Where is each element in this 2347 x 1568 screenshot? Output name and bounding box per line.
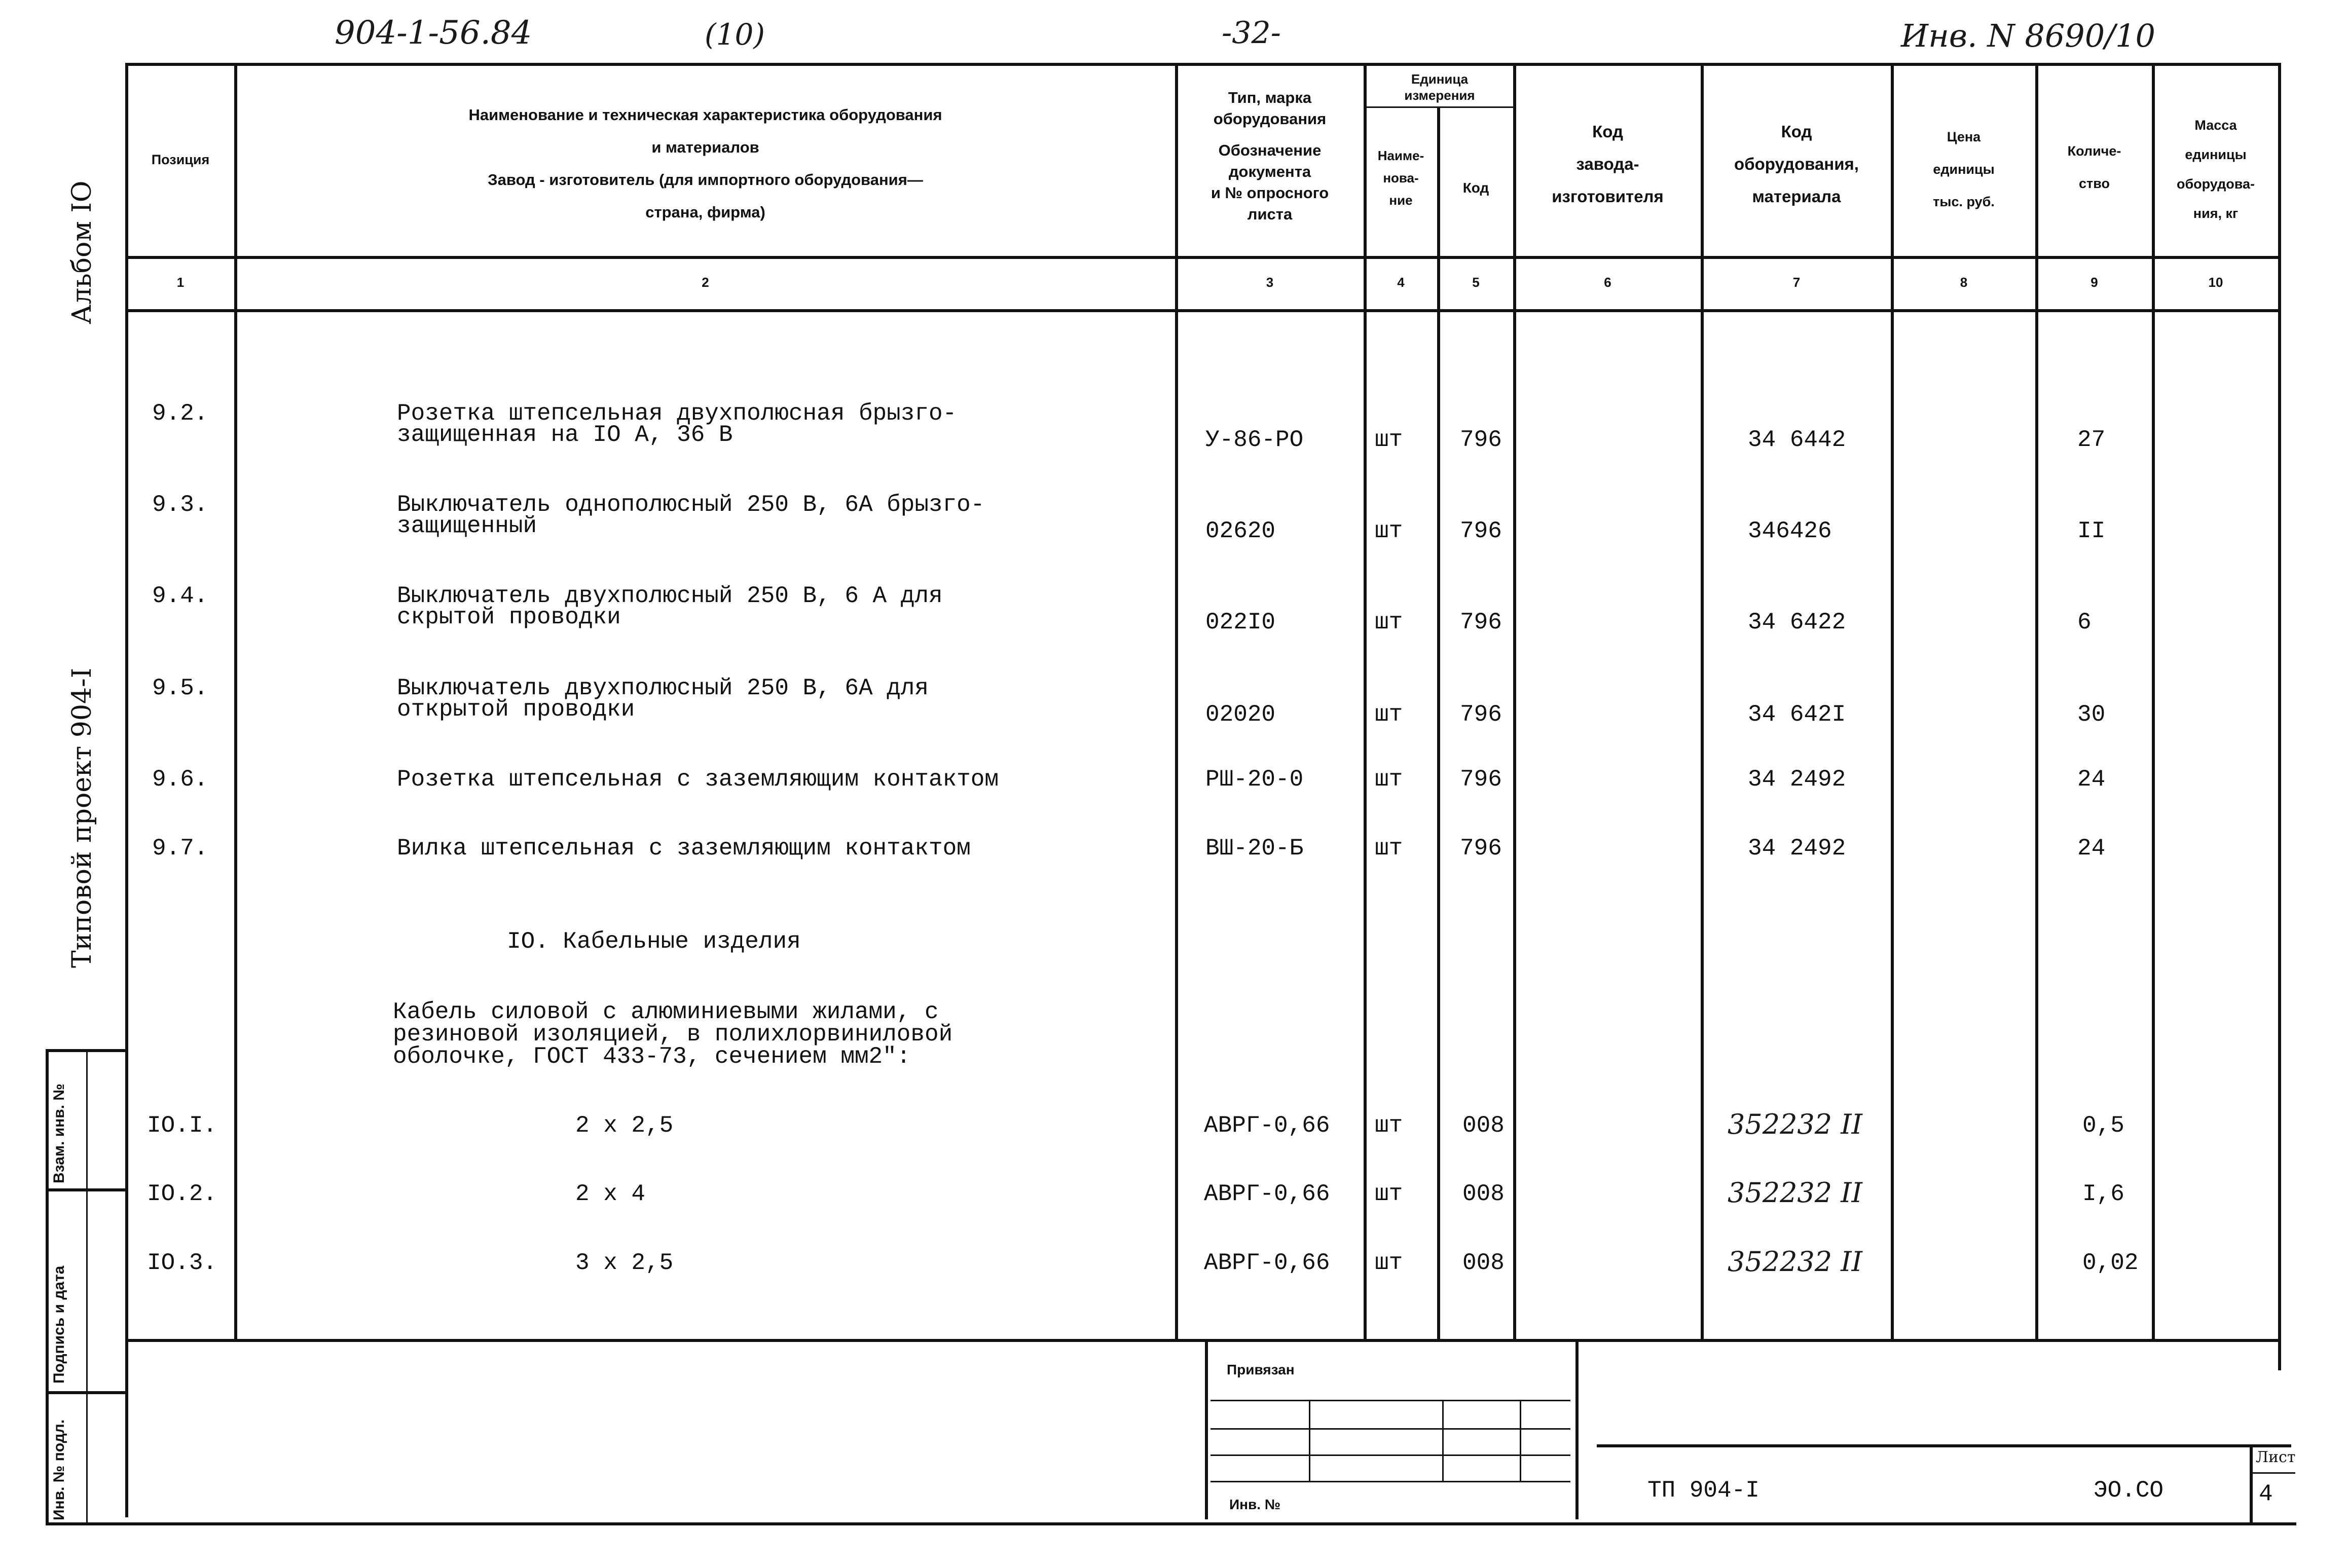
stamp-left-border: [46, 1049, 49, 1525]
row-material-code: 34 6422: [1748, 609, 1846, 636]
doc-code: ТП 904-I: [1647, 1477, 1759, 1504]
row-unit: шт: [1375, 427, 1403, 453]
header-factory-code: [1515, 116, 1701, 213]
header-type: [1176, 87, 1364, 225]
header-type-line3: Обозначение: [1218, 141, 1322, 159]
row-quantity: 24: [2077, 766, 2106, 793]
row-name-line2: скрытой проводки: [397, 604, 621, 630]
cable-description-line1: Кабель силовой с алюминиевыми жилами, с: [393, 999, 939, 1025]
row-unit-code: 008: [1462, 1250, 1505, 1276]
header-material-code: [1702, 116, 1891, 213]
header-price-line1: Цена: [1947, 129, 1981, 144]
row-material-code: 34 2492: [1748, 766, 1846, 793]
header-mass-line2: единицы: [2185, 147, 2247, 162]
row-type: АВРГ-0,66: [1204, 1250, 1330, 1276]
colnum-3: 3: [1266, 275, 1274, 290]
row-material-code: 346426: [1748, 518, 1832, 544]
col-sep-5: [1513, 63, 1516, 1340]
attach-box-left: [1205, 1342, 1208, 1519]
row-name-line1: Выключатель двухполюсный 250 В, 6А для: [397, 675, 929, 701]
header-name: [236, 99, 1175, 229]
row-type: ВШ-20-Б: [1205, 835, 1304, 862]
row-unit: шт: [1375, 835, 1403, 862]
col-sep-9: [2152, 63, 2155, 1340]
row-unit-code: 796: [1460, 427, 1502, 453]
row-name-line2: защищенный: [397, 513, 537, 539]
header-unit-group: [1365, 71, 1515, 103]
attach-grid-v3: [1520, 1400, 1521, 1481]
row-unit: шт: [1375, 1181, 1403, 1207]
header-price-line2: единицы: [1933, 162, 1995, 177]
row-quantity: 24: [2077, 835, 2106, 862]
header-unit-code: Код: [1462, 180, 1489, 196]
cable-description-line3: оболочке, ГОСТ 433-73, сечением мм2":: [393, 1043, 911, 1070]
row-material-code: 352232 II: [1728, 1108, 1862, 1140]
row-name-line1: Вилка штепсельная с заземляющим контактом: [397, 835, 971, 862]
row-material-code: 34 2492: [1748, 835, 1846, 862]
row-unit: шт: [1375, 1112, 1403, 1139]
doc-block-top: [1597, 1444, 2291, 1447]
attach-grid-v1: [1309, 1400, 1310, 1481]
header-unit-name: [1365, 144, 1437, 211]
row-quantity: 27: [2077, 427, 2106, 453]
header-material-code-line3: материала: [1752, 187, 1841, 206]
col-sep-7: [1891, 63, 1894, 1340]
cable-description: [393, 1001, 952, 1068]
row-unit: шт: [1375, 701, 1403, 728]
row-unit-code: 008: [1462, 1181, 1505, 1207]
header-price-line3: тыс. руб.: [1933, 194, 1995, 209]
inventory-number: Инв. N 8690/10: [1901, 17, 2155, 54]
colnum-9: 9: [2091, 275, 2098, 290]
doc-section: ЭО.СО: [2094, 1477, 2164, 1504]
cable-description-line2: резиновой изоляцией, в полихлорвиниловой: [393, 1021, 953, 1048]
header-mass-line1: Масса: [2194, 118, 2237, 133]
row-material-code: 352232 II: [1728, 1177, 1862, 1209]
colnum-2: 2: [702, 275, 709, 290]
row-position: 9.5.: [152, 675, 208, 701]
header-unit-name-line1: Наиме-: [1377, 148, 1424, 163]
col-sep-8: [2035, 63, 2038, 1340]
header-name-line3: Завод - изготовитель (для импортного оборудования—: [488, 171, 923, 189]
row-mass: 0,02: [2082, 1250, 2139, 1276]
header-quantity-line1: Количе-: [2067, 143, 2121, 159]
row-unit-code: 008: [1462, 1112, 1505, 1139]
top-left-code: 904-1-56.84: [335, 14, 532, 52]
header-type-line1: Тип, марка: [1228, 89, 1312, 106]
row-name-line2: защищенная на IO А, 36 В: [397, 422, 733, 448]
section-title: IO. Кабельные изделия: [507, 928, 801, 955]
row-unit: шт: [1375, 1250, 1403, 1276]
stamp-divider: [86, 1049, 88, 1525]
sheet-box-divider: [2250, 1472, 2295, 1474]
stamp-middle-label: Подпись и дата: [51, 1265, 67, 1384]
row-unit-code: 796: [1460, 518, 1502, 544]
row-unit: шт: [1375, 609, 1403, 636]
row-type: АВРГ-0,66: [1204, 1112, 1330, 1139]
attach-grid-v2: [1442, 1400, 1444, 1481]
row-quantity: II: [2077, 518, 2106, 544]
row-name-line2: открытой проводки: [397, 696, 635, 723]
row-unit-code: 796: [1460, 835, 1502, 862]
col-sep-3: [1364, 63, 1367, 1340]
attach-grid-h4: [1211, 1481, 1570, 1482]
row-position: 9.3.: [152, 492, 208, 518]
header-mass: [2153, 110, 2278, 228]
header-unit-group-line1: Единица: [1411, 71, 1469, 87]
row-type: 022I0: [1205, 609, 1276, 636]
row-unit-code: 796: [1460, 766, 1502, 793]
row-type: 02020: [1205, 701, 1276, 728]
row-name-line1: Розетка штепсельная двухполюсная брызго-: [397, 400, 957, 427]
row-material-code: 34 642I: [1748, 701, 1846, 728]
header-bottom-border: [127, 256, 2281, 259]
album-label: Альбом IO: [67, 180, 97, 324]
colnum-10: 10: [2208, 275, 2223, 290]
row-mass: 0,5: [2082, 1112, 2124, 1139]
header-price: [1892, 121, 2035, 218]
attached-label: Привязан: [1227, 1362, 1295, 1377]
row-name-line1: Выключатель однополюсный 250 В, 6А брызго-: [397, 492, 985, 518]
row-type: АВРГ-0,66: [1204, 1181, 1330, 1207]
row-name-line1: Выключатель двухполюсный 250 В, 6 А для: [397, 583, 943, 609]
row-type: РШ-20-0: [1205, 766, 1304, 793]
table-body-bottom-border: [127, 1339, 2281, 1342]
top-left-number: (10): [705, 17, 765, 52]
header-material-code-line2: оборудования,: [1734, 155, 1859, 173]
row-name-line1: Розетка штепсельная с заземляющим контактом: [397, 766, 999, 793]
header-material-code-line1: Код: [1781, 122, 1812, 141]
attach-grid-h3: [1211, 1454, 1570, 1456]
page-number: -32-: [1222, 15, 1281, 51]
sheet-box-left: [2250, 1444, 2253, 1525]
row-mass: I,6: [2082, 1181, 2124, 1207]
row-unit-code: 796: [1460, 609, 1502, 636]
attach-grid-h2: [1211, 1428, 1570, 1430]
page-bottom-border: [46, 1522, 2296, 1525]
row-position: IO.2.: [147, 1181, 217, 1207]
colnum-4: 4: [1397, 275, 1405, 290]
stamp-sep-1: [46, 1188, 127, 1191]
stamp-bottom-label: Инв. № подл.: [51, 1419, 67, 1520]
header-quantity: [2037, 135, 2152, 200]
header-position: Позиция: [151, 152, 210, 167]
stamp-sep-2: [46, 1391, 127, 1394]
col-sep-1: [234, 63, 237, 1340]
row-unit: шт: [1375, 518, 1403, 544]
row-name: 2 x 4: [575, 1181, 646, 1207]
row-position: IO.I.: [147, 1112, 217, 1139]
attach-grid-h1: [1211, 1400, 1570, 1401]
colnum-6: 6: [1604, 275, 1611, 290]
row-type: 02620: [1205, 518, 1276, 544]
header-quantity-line2: ство: [2079, 176, 2110, 191]
header-unit-group-line2: измерения: [1404, 88, 1475, 103]
row-position: 9.7.: [152, 835, 208, 862]
header-unit-name-line3: ние: [1389, 193, 1413, 208]
row-name: 2 x 2,5: [575, 1112, 674, 1139]
attach-box-right: [1575, 1342, 1579, 1519]
row-material-code: 34 6442: [1748, 427, 1846, 453]
col-sep-2: [1175, 63, 1178, 1340]
table-top-border: [127, 63, 2281, 66]
col-sep-6: [1701, 63, 1704, 1340]
row-unit-code: 796: [1460, 701, 1502, 728]
header-name-line4: страна, фирма): [645, 203, 765, 221]
project-label: Типовой проект 904-I: [67, 667, 97, 968]
row-quantity: 30: [2077, 701, 2106, 728]
header-factory-code-line2: завода-: [1576, 155, 1639, 173]
unit-group-divider: [1364, 106, 1515, 108]
row-position: 9.4.: [152, 583, 208, 609]
row-position: IO.3.: [147, 1250, 217, 1276]
colnum-5: 5: [1472, 275, 1480, 290]
header-type-line5: и № опросного: [1211, 184, 1329, 202]
header-name-line1: Наименование и техническая характеристика оборудования: [468, 106, 942, 124]
colnum-8: 8: [1960, 275, 1968, 290]
row-name: 3 x 2,5: [575, 1250, 674, 1276]
header-name-line2: и материалов: [651, 138, 759, 156]
table-right-border: [2278, 63, 2281, 1370]
sheet-label: Лист: [2256, 1448, 2296, 1466]
header-mass-line4: ния, кг: [2193, 206, 2239, 221]
header-factory-code-line3: изготовителя: [1552, 187, 1664, 206]
inv-no-label: Инв. №: [1229, 1497, 1281, 1512]
colnum-1: 1: [176, 275, 185, 290]
row-type: У-86-РО: [1205, 427, 1304, 453]
row-material-code: 352232 II: [1728, 1246, 1862, 1278]
colnum-7: 7: [1792, 275, 1801, 290]
header-mass-line3: оборудова-: [2176, 176, 2255, 192]
row-position: 9.6.: [152, 766, 208, 793]
colnum-bottom-border: [127, 309, 2281, 312]
stamp-top-label: Взам. инв. №: [51, 1084, 67, 1183]
header-unit-name-line2: нова-: [1383, 170, 1419, 185]
row-unit: шт: [1375, 766, 1403, 793]
header-type-line6: листа: [1247, 205, 1293, 223]
header-type-line4: документа: [1228, 163, 1311, 180]
header-type-line2: оборудования: [1213, 110, 1327, 128]
row-quantity: 6: [2077, 609, 2092, 636]
sheet-number: 4: [2259, 1481, 2273, 1507]
row-position: 9.2.: [152, 400, 208, 427]
header-factory-code-line1: Код: [1592, 122, 1623, 141]
